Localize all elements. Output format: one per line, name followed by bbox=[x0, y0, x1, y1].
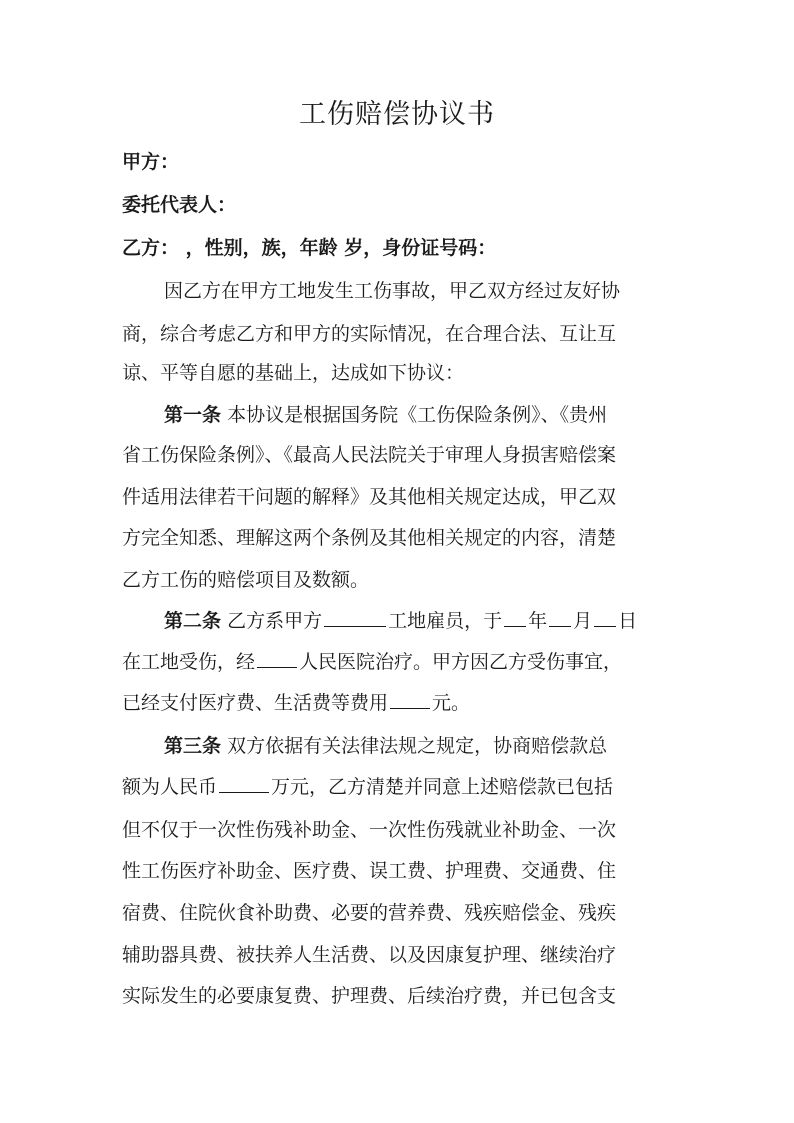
article3-line: 辅助器具费、被扶养人生活费、以及因康复护理、继续治疗 bbox=[122, 944, 617, 966]
article1-heading: 第一条 bbox=[164, 404, 222, 426]
article3-heading: 第三条 bbox=[164, 735, 222, 757]
article3-line: 实际发生的必要康复费、护理费、后续治疗费，并已包含支 bbox=[122, 985, 617, 1007]
day-blank bbox=[594, 606, 616, 627]
intro-line: 商，综合考虑乙方和甲方的实际情况，在合理合法、互让互 bbox=[122, 323, 617, 345]
article1-line: 方完全知悉、理解这两个条例及其他相关规定的内容，清楚 bbox=[122, 527, 617, 549]
article2-text: 人民医院治疗。甲方因乙方受伤事宜， bbox=[299, 651, 623, 673]
article1-first-line bbox=[122, 400, 675, 427]
article3-line: 性工伤医疗补助金、医疗费、误工费、护理费、交通费、住 bbox=[122, 860, 617, 882]
article2-line bbox=[122, 688, 675, 715]
article2-text: 月 bbox=[573, 610, 593, 632]
article2-first-line bbox=[122, 606, 675, 633]
article2-text: 日 bbox=[618, 610, 638, 632]
intro-line: 谅、平等自愿的基础上，达成如下协议： bbox=[122, 362, 465, 384]
article3-line: 但不仅于一次性伤残补助金、一次性伤残就业补助金、一次 bbox=[122, 819, 617, 841]
intro-line: 因乙方在甲方工地发生工伤事故，甲乙双方经过友好协 bbox=[164, 280, 621, 302]
article3-first-line bbox=[122, 731, 675, 758]
article2-text: 已经支付医疗费、生活费等费用 bbox=[122, 692, 389, 714]
article3-line: 宿费、住院伙食补助费、必要的营养费、残疾赔偿金、残疾 bbox=[122, 902, 617, 924]
article2-text: 乙方系甲方 bbox=[227, 610, 323, 632]
article2-line bbox=[122, 647, 675, 674]
article3-text: 万元，乙方清楚并同意上述赔偿款已包括 bbox=[271, 776, 614, 798]
article3-text: 双方依据有关法律法规之规定，协商赔偿款总 bbox=[227, 735, 608, 757]
article1-line: 件适用法律若干问题的解释》及其他相关规定达成，甲乙双 bbox=[122, 486, 617, 508]
article2-text: 工地雇员，于 bbox=[388, 610, 503, 632]
hospital-blank bbox=[257, 647, 297, 668]
compensation-amount-blank bbox=[219, 772, 269, 793]
article1-line: 乙方工伤的赔偿项目及数额。 bbox=[122, 569, 370, 591]
article2-heading: 第二条 bbox=[164, 610, 222, 632]
party-b-line: 乙方： ，性别，族，年龄 岁，身份证号码： bbox=[122, 237, 497, 259]
article3-text: 额为人民币 bbox=[122, 776, 218, 798]
article1-line: 省工伤保险条例》、《最高人民法院关于审理人身损害赔偿案 bbox=[122, 444, 617, 466]
article2-text: 年 bbox=[528, 610, 548, 632]
amount-paid-blank bbox=[390, 688, 430, 709]
site-name-blank bbox=[324, 606, 386, 627]
representative-label: 委托代表人： bbox=[122, 194, 237, 216]
article2-text: 元。 bbox=[432, 692, 471, 714]
article1-text: 本协议是根据国务院《工伤保险条例》、《贵州 bbox=[227, 404, 608, 426]
month-blank bbox=[549, 606, 571, 627]
document-title: 工伤赔偿协议书 bbox=[299, 99, 495, 130]
article2-text: 在工地受伤，经 bbox=[122, 651, 256, 673]
party-a-label: 甲方： bbox=[122, 151, 180, 173]
article3-line bbox=[122, 772, 675, 799]
year-blank bbox=[504, 606, 526, 627]
